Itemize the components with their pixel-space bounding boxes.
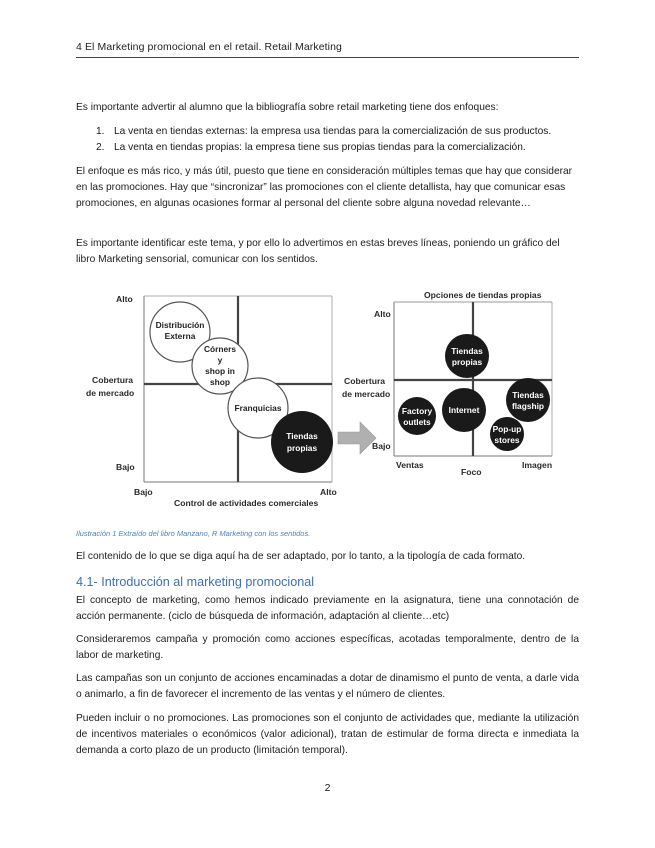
- factory-outlets-circle: [398, 397, 436, 435]
- page-number: 2: [324, 782, 331, 794]
- right-matrix: [342, 290, 552, 477]
- right-cobertura-label-2: de mercado: [342, 389, 391, 399]
- circle-label: Factory: [401, 406, 433, 416]
- circle-label: Tiendas: [286, 431, 318, 441]
- circle-label: propias: [451, 357, 483, 367]
- section-heading: 4.1- Introducción al marketing promocional: [76, 575, 315, 589]
- pop-up-stores-circle: [490, 417, 524, 451]
- circle-label: Franquicias: [234, 403, 282, 413]
- circle-label: Tiendas: [451, 346, 483, 356]
- list-item: 2. La venta en tiendas propias: la empresa tiene sus propias tiendas para la comercialización.: [96, 142, 526, 153]
- circle-label: Internet: [448, 405, 480, 415]
- circle-label: propias: [286, 443, 318, 453]
- arrow-icon: [338, 422, 376, 454]
- circle-label: Tiendas: [512, 390, 544, 400]
- right-cobertura-label-1: Cobertura: [344, 376, 386, 386]
- left-bajo-x-label: Bajo: [134, 487, 153, 497]
- retail-options-figure: [76, 286, 556, 522]
- circle-label: flagship: [511, 401, 545, 411]
- circle-label: shop: [209, 377, 231, 387]
- paragraph-contenido: El contenido de lo que se diga aquí ha de ser adaptado, por lo tanto, a la tipología de cada formato.: [76, 551, 526, 562]
- list-item: 1. La venta en tiendas externas: la empresa usa tiendas para la comercialización de sus productos.: [96, 126, 552, 137]
- right-ventas-label: Ventas: [396, 460, 424, 470]
- left-alto-label: Alto: [116, 294, 133, 304]
- right-imagen-label: Imagen: [522, 460, 553, 470]
- approach-list: [76, 124, 579, 156]
- intro-paragraph: Es importante advertir al alumno que la bibliografía sobre retail marketing tiene dos enfoques:: [76, 102, 499, 113]
- right-tiendas-propias-circle: [445, 334, 489, 378]
- right-bajo-label: Bajo: [372, 441, 391, 451]
- paragraph-campana: Consideraremos campaña y promoción como acciones específicas, acotadas temporalmente, dentro de la labor de marketing.: [76, 634, 579, 661]
- circle-label: outlets: [403, 417, 431, 427]
- left-bajo-y-label: Bajo: [116, 462, 135, 472]
- paragraph-enfoque: El enfoque es más rico, y más útil, puesto que tiene en consideración múltiples temas que hay que considerar en las promociones. Hay que “sincronizar” las promociones con el cliente detallista, hay que comunicar esas promociones, en algunas ocasiones formar al personal del cliente sobre alguna novedad relevante…: [76, 166, 573, 209]
- circle-label: Distribución: [155, 320, 205, 330]
- paragraph-campanas: Las campañas son un conjunto de acciones encaminadas a dotar de dinamismo el punto de venta, a darle vida o animarlo, a fin de favorecer el incremento de las ventas y el número de clientes.: [76, 673, 579, 700]
- circle-label: stores: [494, 435, 520, 445]
- paragraph-concepto: El concepto de marketing, como hemos indicado previamente en la asignatura, tiene una connotación de acción permanente. (ciclo de búsqueda de información, adaptación al cliente…etc): [76, 595, 579, 622]
- circle-label: Pop-up: [492, 424, 522, 434]
- left-x-title: Control de actividades comerciales: [174, 498, 319, 508]
- circle-label: Externa: [164, 331, 196, 341]
- left-matrix: [86, 294, 337, 508]
- circle-label: y: [217, 355, 223, 365]
- figure-caption: Ilustración 1 Extraído del libro Manzano, R Marketing con los sentidos.: [76, 529, 311, 538]
- left-cobertura-label-1: Cobertura: [92, 375, 134, 385]
- circle-label: Córners: [203, 344, 237, 354]
- paragraph-promociones: Pueden incluir o no promociones. Las promociones son el conjunto de actividades que, mediante la utilización de incentivos materiales o económicos (valor adicional), tratan de estimular de forma directa e inmediata la demanda a corto plazo de un producto (limitación temporal).: [76, 713, 579, 756]
- tiendas-propias-circle: [271, 411, 333, 473]
- page-header: 4 El Marketing promocional en el retail. Retail Marketing: [76, 41, 579, 58]
- paragraph-identificar: Es importante identificar este tema, y por ello lo advertimos en estas breves líneas, poniendo un gráfico del libro Marketing sensorial, comunicar con los sentidos.: [76, 238, 560, 265]
- left-alto-x-label: Alto: [320, 487, 337, 497]
- right-alto-label: Alto: [374, 309, 391, 319]
- tiendas-flagship-circle: [506, 378, 550, 422]
- circle-label: shop in: [205, 366, 235, 376]
- left-cobertura-label-2: de mercado: [86, 388, 135, 398]
- right-foco-label: Foco: [461, 467, 482, 477]
- right-title: Opciones de tiendas propias: [424, 290, 542, 300]
